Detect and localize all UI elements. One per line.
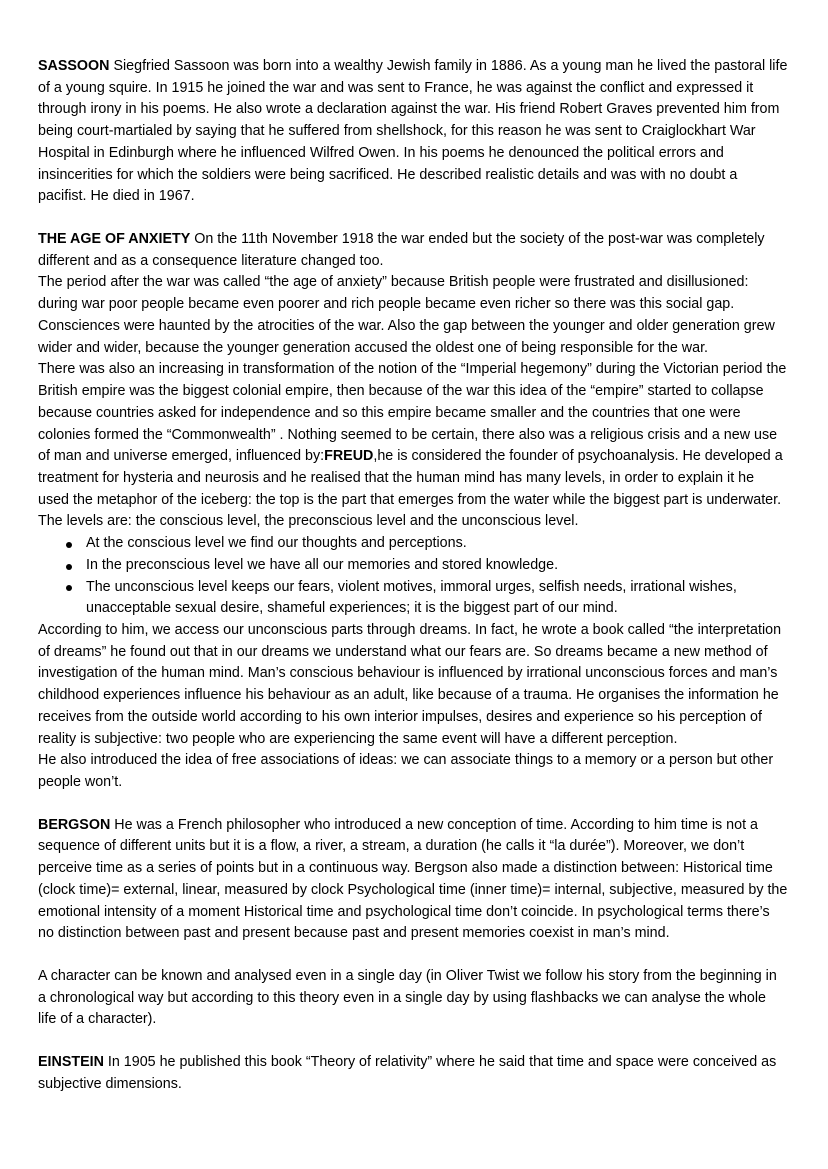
paragraph-spacer [38,208,788,229]
list-item-label: In the preconscious level we have all our memories and stored knowledge. [86,556,559,573]
paragraph-free-associations [38,750,788,793]
bullet-icon [66,564,72,570]
list-item [38,555,788,577]
bullet-icon [66,585,72,591]
paragraph-text-sassoon: Siegfried Sassoon was born into a wealthy Jewish family in 1886. As a young man he lived the pastoral life of a young squire. In 1915 he joined the war and was sent to France, he was against the conflict and expressed it through irony in his poems. He also wrote a declaration against the war. His friend Robert Graves prevented him from being court-martialed by saying that he suffered from shellshock, for this reason he was sent to Craiglockhart War Hospital in Edinburgh where he influenced Wilfred Owen. In his poems he denounced the political errors and insincerities for which the soldiers were being sacrificed. He described realistic details and was with no doubt a pacifist. He died in 1967. [38,58,788,205]
paragraph-segment-1: There was also an increasing in transformation of the notion of the “Imperial hegemony” during the Victorian period the British empire was the biggest colonial empire, then because of the war this idea of the “empire” started to collapse because countries asked for independence and so this empire became smaller and the countries that one were colonies formed the “Commonwealth” . Nothing seemed to be certain, there also was a religious crisis and a new use of man and universe emerged, influenced by: [38,361,787,465]
paragraph-text-bergson: He was a French philosopher who introduced a new conception of time. According to him time is not a sequence of different units but it is a flow, a river, a stream, a duration (he calls it “la durée”). Moreover, we don’t perceive time as a series of points but in a continuous way. Bergson also made a distinction between: Historical time (clock time)= external, linear, measured by clock Psychological time (inner time)= internal, subjective, measured by the emotional intensity of a moment Historical time and psychological time don’t coincide. In psychological terms there’s no distinction between past and present because past and present memories coexist in man’s mind. [38,816,788,942]
paragraph-text-character: A character can be known and analysed even in a single day (in Oliver Twist we follow his story from the beginning in a chronological way but according to this theory even in a single day by using flashbacks we can analyse the whole life of a character). [38,968,777,1028]
list-item [38,533,788,555]
paragraph-dreams [38,620,788,750]
paragraph-spacer [38,794,788,815]
paragraph-text-age-of-anxiety-2: The period after the war was called “the age of anxiety” because British people were frustrated and disillusioned: during war poor people became even poorer and rich people became even richer so there was this social gap. Consciences were haunted by the atrocities of the war. Also the gap between the younger and older generation grew wider and wider, because the younger generation accused the oldest one of being responsible for the war. [38,274,775,356]
bullet-icon [66,542,72,548]
paragraph-spacer [38,945,788,966]
paragraph-bergson [38,815,788,945]
paragraph-einstein [38,1052,788,1095]
paragraph-age-of-anxiety-2 [38,272,788,359]
paragraph-segment-3: ,he is considered the founder of psychoanalysis. He developed a treatment for hysteria and neurosis and he realised that the human mind has many levels, in order to explain it he used the metaphor of the iceberg: the top is the part that emerges from the water while the biggest part is underwater. [38,448,783,508]
paragraph-lead-bergson: BERGSON [38,816,111,833]
list-item [38,577,788,620]
paragraph-character [38,966,788,1031]
paragraph-levels-intro [38,511,788,533]
paragraph-text-age-of-anxiety: On the 11th November 1918 the war ended but the society of the post-war was completely different and as a consequence literature changed too. [38,231,765,269]
paragraph-text-levels-intro: The levels are: the conscious level, the preconscious level and the unconscious level. [38,513,579,530]
paragraph-lead-sassoon: SASSOON [38,58,110,74]
paragraph-lead-age-of-anxiety: THE AGE OF ANXIETY [38,231,191,248]
paragraph-age-of-anxiety [38,229,788,272]
paragraph-spacer [38,1031,788,1052]
list-item-label: At the conscious level we find our thoughts and perceptions. [86,535,467,552]
paragraph-text-free-associations: He also introduced the idea of free associations of ideas: we can associate things to a memory or a person but other people won’t. [38,752,774,790]
paragraph-text-dreams: According to him, we access our unconscious parts through dreams. In fact, he wrote a book called “the interpretation of dreams” he found out that in our dreams we understand what our fears are. So dreams became a new method of investigation of the human mind. Man’s conscious behaviour is influenced by irrational unconscious forces and man’s childhood experiences influence his behaviour as an adult, like because of a trauma. He organises the information he receives from the outside world according to his own interior impulses, desires and experience so his perception of reality is subjective: two people who are experiencing the same event will have a different perception. [38,621,782,747]
document-body [38,56,788,1096]
paragraph-sassoon [38,56,788,208]
paragraph-text-einstein: In 1905 he published this book “Theory of relativity” where he said that time and space were conceived as subjective dimensions. [38,1054,777,1092]
paragraph-imperial-hegemony [38,359,788,511]
inline-bold-freud: FREUD [324,448,374,465]
list-item-label: The unconscious level keeps our fears, violent motives, immoral urges, selfish needs, irrational wishes, unacceptable sexual desire, shameful experiences; it is the biggest part of our mind. [86,578,737,617]
paragraph-lead-einstein: EINSTEIN [38,1054,104,1071]
list-levels [38,533,788,620]
